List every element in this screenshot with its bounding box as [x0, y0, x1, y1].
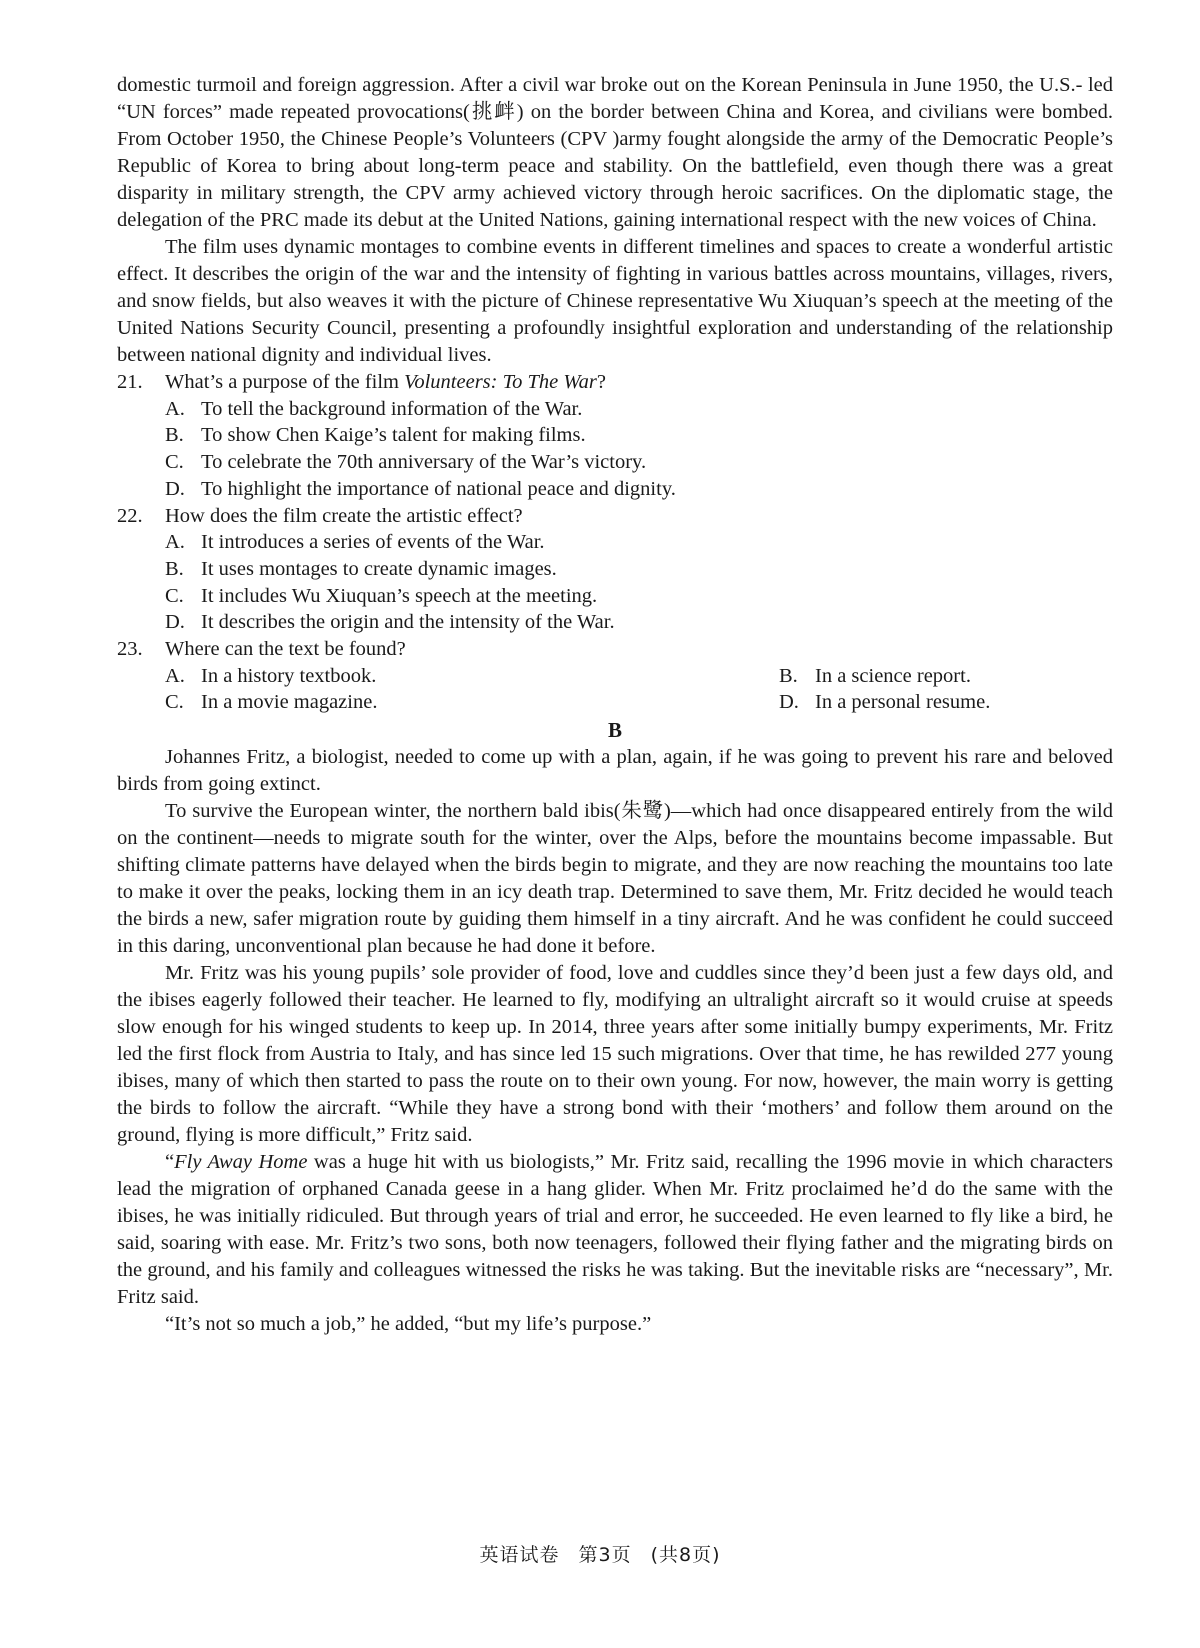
- open-quote: “: [165, 1151, 175, 1174]
- options-row-2: [165, 689, 1113, 716]
- page-footer: [0, 1540, 1200, 1567]
- option-d: [779, 689, 990, 716]
- option-text: In a movie magazine.: [201, 691, 378, 714]
- paragraph-text: was a huge hit with us biologists,” Mr. Fritz said, recalling the 1996 movie in which characters lead the migration of orphaned Canada geese in a hang glider. When Mr. Fritz proclaimed he’d do the same with the ibises, he was initially ridiculed. But through years of trial and error, he succeeded. He even learned to fly like a bird, he said, soaring with ease. Mr. Fritz’s two sons, both now teenagers, followed their flying father and the migrating birds on the ground, and his family and colleagues witnessed the risks he was taking. But the inevitable risks are “necessary”, Mr. Fritz said.: [117, 1151, 1113, 1309]
- question-stem: [117, 369, 1113, 396]
- passage-b-paragraph-4: [117, 1149, 1113, 1311]
- question-21: [117, 369, 1113, 503]
- passage-a-paragraph-1: domestic turmoil and foreign aggression. After a civil war broke out on the Korean Peninsula in June 1950, the U.S.- led “UN forces” made repeated provocations(挑衅) on the border between China and Korea, and civilians were bombed. From October 1950, the Chinese People’s Volunteers (CPV )army fought alongside the army of the Democratic People’s Republic of Korea to bring about long-term peace and stability. On the battlefield, even though there was a great disparity in military strength, the CPV army achieved victory through heroic sacrifices. On the diplomatic stage, the delegation of the PRC made its debut at the United Nations, gaining international respect with the new voices of China.: [117, 74, 1113, 231]
- question-text: How does the film create the artistic effect?: [165, 504, 523, 527]
- options-row-1: [165, 663, 1113, 690]
- question-stem: [117, 636, 1113, 663]
- passage-a-paragraph-2: The film uses dynamic montages to combine events in different timelines and spaces to create a wonderful artistic effect. It describes the origin of the war and the intensity of fighting in various battles across mountains, villages, rivers, and snow fields, but also weaves it with the picture of Chinese representative Wu Xiuquan’s speech at the meeting of the United Nations Security Council, presenting a profoundly insightful exploration and understanding of the relationship between national dignity and individual lives.: [117, 236, 1113, 366]
- option-d: [165, 609, 1113, 636]
- question-stem: [117, 503, 1113, 530]
- option-b: [165, 556, 1113, 583]
- option-d: [165, 476, 1113, 503]
- option-c: [165, 689, 779, 716]
- question-number: 23.: [117, 638, 143, 661]
- option-text: In a personal resume.: [815, 691, 991, 714]
- option-letter: B.: [165, 424, 184, 447]
- option-letter: B.: [165, 557, 184, 580]
- passage-b-paragraph-1: Johannes Fritz, a biologist, needed to come up with a plan, again, if he was going to prevent his rare and beloved birds from going extinct.: [117, 746, 1113, 796]
- option-c: [165, 449, 1113, 476]
- option-text: In a science report.: [815, 664, 971, 687]
- option-a: [165, 663, 779, 690]
- option-text: It describes the origin and the intensity of the War.: [201, 611, 615, 634]
- option-text: To celebrate the 70th anniversary of the War’s victory.: [201, 451, 647, 474]
- exam-page: [117, 72, 1113, 1338]
- option-letter: C.: [165, 584, 184, 607]
- passage-b-paragraph-2: To survive the European winter, the northern bald ibis(朱鹭)—which had once disappeared entirely from the wild on the continent—needs to migrate south for the winter, over the Alps, before the mountains become impassable. But shifting climate patterns have delayed when the birds begin to migrate, and they are now reaching the mountains too late to make it over the peaks, locking them in an icy death trap. Determined to save them, Mr. Fritz decided he would teach the birds a new, safer migration route by guiding them himself in a tiny aircraft. And he was confident he could succeed in this daring, unconventional plan because he had done it before.: [117, 800, 1113, 958]
- question-mark: ?: [596, 371, 606, 393]
- option-letter: C.: [165, 691, 184, 714]
- option-letter: D.: [165, 611, 185, 634]
- option-text: It includes Wu Xiuquan’s speech at the meeting.: [201, 584, 598, 607]
- footer-subject: 英语试卷: [479, 1544, 560, 1566]
- option-b: [165, 422, 1113, 449]
- option-letter: C.: [165, 451, 184, 474]
- option-letter: A.: [165, 531, 185, 554]
- passage-b-paragraph-3: Mr. Fritz was his young pupils’ sole provider of food, love and cuddles since they’d been just a few days old, and the ibises eagerly followed their teacher. He learned to fly, modifying an ultralight aircraft so it would cruise at speeds slow enough for his winged students to keep up. In 2014, three years after some initially bumpy experiments, Mr. Fritz led the first flock from Austria to Italy, and has since led 15 such migrations. Over that time, he has rewilded 277 young ibises, many of which then started to pass the route on to their own young. For now, however, the main worry is getting the birds to follow the aircraft. “While they have a strong bond with their ‘mothers’ and follow them around on the ground, flying is more difficult,” Fritz said.: [117, 962, 1113, 1147]
- option-a: [165, 396, 1113, 423]
- option-letter: D.: [165, 477, 185, 500]
- question-number: 22.: [117, 504, 143, 527]
- option-letter: D.: [779, 691, 799, 714]
- footer-total-pages: (共8页): [650, 1544, 721, 1566]
- question-22: [117, 503, 1113, 637]
- option-a: [165, 529, 1113, 556]
- movie-title: Fly Away Home: [174, 1151, 308, 1174]
- option-text: To tell the background information of the War.: [201, 397, 583, 420]
- question-text: Where can the text be found?: [165, 638, 406, 661]
- option-c: [165, 583, 1113, 610]
- section-title-b: B: [607, 718, 622, 743]
- question-23: [117, 636, 1113, 716]
- option-b: [779, 663, 971, 690]
- option-letter: A.: [165, 664, 185, 687]
- footer-page-number: 第3页: [578, 1544, 632, 1566]
- question-number: 21.: [117, 371, 143, 393]
- question-text: What’s a purpose of the film: [165, 371, 405, 393]
- option-text: It introduces a series of events of the War.: [201, 531, 545, 554]
- option-text: To highlight the importance of national peace and dignity.: [201, 477, 676, 500]
- film-title: Volunteers: To The War: [404, 371, 597, 393]
- passage-b-paragraph-5: “It’s not so much a job,” he added, “but my life’s purpose.”: [165, 1313, 652, 1336]
- option-text: It uses montages to create dynamic images.: [201, 557, 557, 580]
- option-text: To show Chen Kaige’s talent for making films.: [201, 424, 586, 447]
- option-letter: A.: [165, 397, 185, 420]
- option-letter: B.: [779, 664, 798, 687]
- option-text: In a history textbook.: [201, 664, 377, 687]
